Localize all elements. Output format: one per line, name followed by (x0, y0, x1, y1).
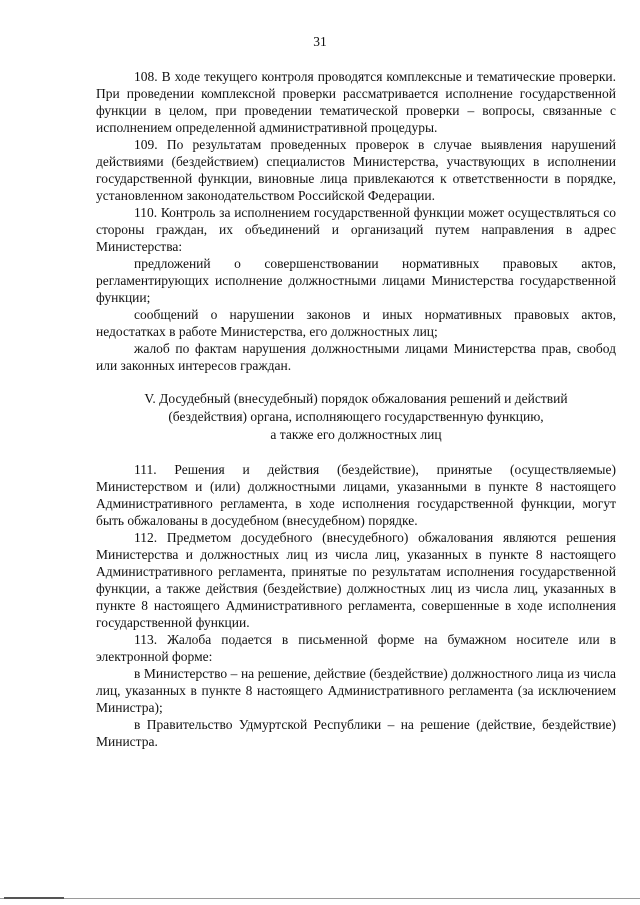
paragraph-113: 113. Жалоба подается в письменной форме на бумажном носителе или в электронной форме: (96, 632, 616, 664)
paragraph-113-item-government: в Правительство Удмуртской Республики – на решение (действие, бездействие) Министра. (96, 717, 616, 749)
paragraph-110: 110. Контроль за исполнением государственной функции может осуществляться со стороны граждан, их объединений и организаций путем направления в адрес Министерства: (96, 205, 616, 254)
document-body (96, 68, 616, 750)
section-heading-line-2: (бездействия) органа, исполняющего государственную функцию, (168, 409, 544, 424)
paragraph-110-item-proposals: предложений о совершенствовании нормативных правовых актов, регламентирующих исполнение должностными лицами Министерства государственной функции; (96, 256, 616, 305)
paragraph-108: 108. В ходе текущего контроля проводятся комплексные и тематические проверки. При проведении комплексной проверки рассматривается исполнение государственной функции в целом, при проведении тематической проверки – вопросы, связанные с исполнением определенной административной процедуры. (96, 69, 616, 135)
paragraph-112: 112. Предметом досудебного (внесудебного) обжалования являются решения Министерства и должностных лиц из числа лиц, указанных в пункте 8 настоящего Административного регламента, принятые по результатам исполнения государственной функции, а также действия (бездействие) должностных лиц из числа лиц, указанных в пункте 8 настоящего Административного регламента, совершенные в ходе исполнения государственной функции. (96, 530, 616, 630)
paragraph-110-item-reports: сообщений о нарушении законов и иных нормативных правовых актов, недостатках в работе Министерства, его должностных лиц; (96, 307, 616, 339)
paragraph-111: 111. Решения и действия (бездействие), принятые (осуществляемые) Министерством и (или) должностными лицами, указанными в пункте 8 настоящего Административного регламента, в ходе исполнения государственной функции, могут быть обжалованы в досудебном (внесудебном) порядке. (96, 462, 616, 528)
paragraph-110-item-complaints: жалоб по фактам нарушения должностными лицами Министерства прав, свобод или законных интересов граждан. (96, 341, 616, 373)
section-heading-line-3: а также его должностных лиц (270, 427, 442, 442)
paragraph-113-item-ministry: в Министерство – на решение, действие (бездействие) должностного лица из числа лиц, указанных в пункте 8 настоящего Административного регламента (за исключением Министра); (96, 666, 616, 715)
bottom-scan-edge (0, 898, 640, 899)
paragraph-109: 109. По результатам проведенных проверок в случае выявления нарушений действиями (бездействием) специалистов Министерства, участвующих в исполнении государственной функции, виновные лица привлекаются к ответственности в порядке, установленном законодательством Российской Федерации. (96, 137, 616, 203)
bottom-scan-mark (4, 897, 64, 899)
section-heading (96, 390, 616, 444)
section-heading-line-1: V. Досудебный (внесудебный) порядок обжалования решений и действий (144, 391, 568, 406)
page-number: 31 (313, 34, 327, 49)
